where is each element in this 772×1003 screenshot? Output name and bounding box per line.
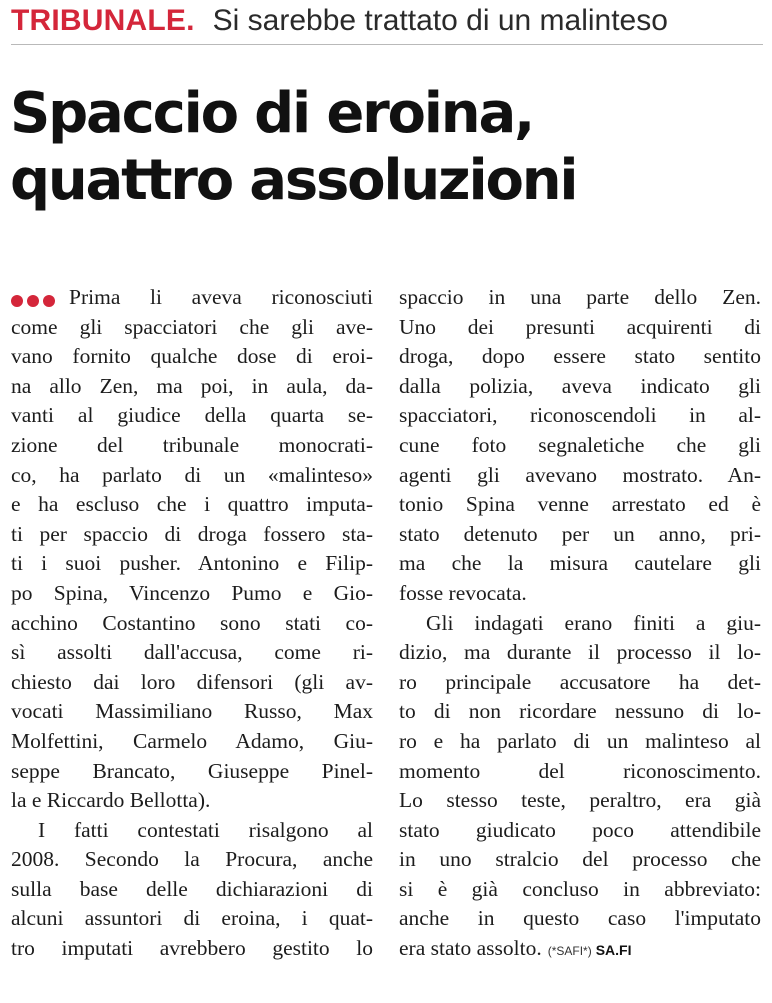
headline-line-2: quattro assoluzioni: [10, 148, 577, 213]
body-line: I fatti contestati risalgono al: [38, 817, 373, 842]
body-line: ti per spaccio di droga fossero sta-: [11, 521, 373, 546]
headline: [10, 80, 762, 214]
body-line: Prima li aveva riconosciuti: [11, 283, 373, 313]
body-line: sulla base delle dichiarazioni di: [11, 876, 373, 901]
body-line: si è già concluso in abbreviato:: [399, 876, 761, 901]
column-1: [11, 283, 373, 964]
body-line: po Spina, Vincenzo Pumo e Gio-: [11, 580, 373, 605]
body-line: fosse revocata.: [399, 580, 527, 605]
body-line: chiesto dai loro difensori (gli av-: [11, 669, 373, 694]
body-line: sì assolti dall'accusa, come ri-: [11, 640, 373, 665]
body-line: stato giudicato poco attendibile: [399, 817, 761, 842]
red-dots-icon: [11, 292, 63, 306]
body-line: ti i suoi pusher. Antonino e Filip-: [11, 551, 373, 576]
body-line: come gli spacciatori che gli ave-: [11, 314, 373, 339]
signature-tag: (*SAFI*): [547, 944, 592, 959]
body-line: e ha escluso che i quattro imputa-: [11, 492, 373, 517]
body-line: acchino Costantino sono stati co-: [11, 610, 373, 635]
body-line: agenti gli avevano mostrato. An-: [399, 462, 761, 487]
section-kicker: TRIBUNALE.: [11, 4, 195, 37]
article-body: [11, 283, 761, 964]
body-line: zione del tribunale monocrati-: [11, 432, 373, 457]
body-line: vano fornito qualche dose di eroi-: [11, 344, 373, 369]
kicker-row: [11, 4, 763, 45]
body-line: 2008. Secondo la Procura, anche: [11, 847, 373, 872]
body-line: spacciatori, riconoscendoli in al-: [399, 403, 761, 428]
body-line: vocati Massimiliano Russo, Max: [11, 699, 373, 724]
body-line: Uno dei presunti acquirenti di: [399, 314, 761, 339]
body-line: ro e ha parlato di un malinteso al: [399, 728, 761, 753]
body-line: alcuni assuntori di eroina, i quat-: [11, 906, 373, 931]
body-line: droga, dopo essere stato sentito: [399, 344, 761, 369]
body-line: momento del riconoscimento.: [399, 758, 761, 783]
kicker-subtitle: Si sarebbe trattato di un malinteso: [212, 4, 668, 37]
body-line: ma che la misura cautelare gli: [399, 551, 761, 576]
body-line: in uno stralcio del processo che: [399, 847, 761, 872]
headline-line-1: Spaccio di eroina,: [10, 81, 534, 146]
body-line: tonio Spina venne arrestato ed è: [399, 492, 761, 517]
body-line: stato detenuto per un anno, pri-: [399, 521, 761, 546]
body-line: tro imputati avrebbero gestito lo: [11, 936, 373, 961]
body-line: Lo stesso teste, peraltro, era già: [399, 788, 761, 813]
body-line: cune foto segnaletiche che gli: [399, 432, 761, 457]
author-initials: SA.FI: [595, 942, 632, 959]
body-line: seppe Brancato, Giuseppe Pinel-: [11, 758, 373, 783]
body-line: Gli indagati erano finiti a giu-: [426, 610, 761, 635]
body-line: dizio, ma durante il processo il lo-: [399, 640, 761, 665]
body-line: spaccio in una parte dello Zen.: [399, 285, 761, 309]
body-line: vanti al giudice della quarta se-: [11, 403, 373, 428]
body-line: to di non ricordare nessuno di lo-: [399, 699, 761, 724]
body-line: na allo Zen, ma poi, in aula, da-: [11, 373, 373, 398]
body-line: co, ha parlato di un «malinteso»: [11, 462, 373, 487]
body-line: ro principale accusatore ha det-: [399, 669, 761, 694]
body-line: la e Riccardo Bellotta).: [11, 788, 211, 813]
body-line: dalla polizia, aveva indicato gli: [399, 373, 761, 398]
body-line: anche in questo caso l'imputato: [399, 906, 761, 931]
column-2: [399, 283, 761, 964]
body-line-signed: era stato assolto. (*SAFI*) SA.FI: [399, 936, 632, 961]
body-line: Molfettini, Carmelo Adamo, Giu-: [11, 728, 373, 753]
